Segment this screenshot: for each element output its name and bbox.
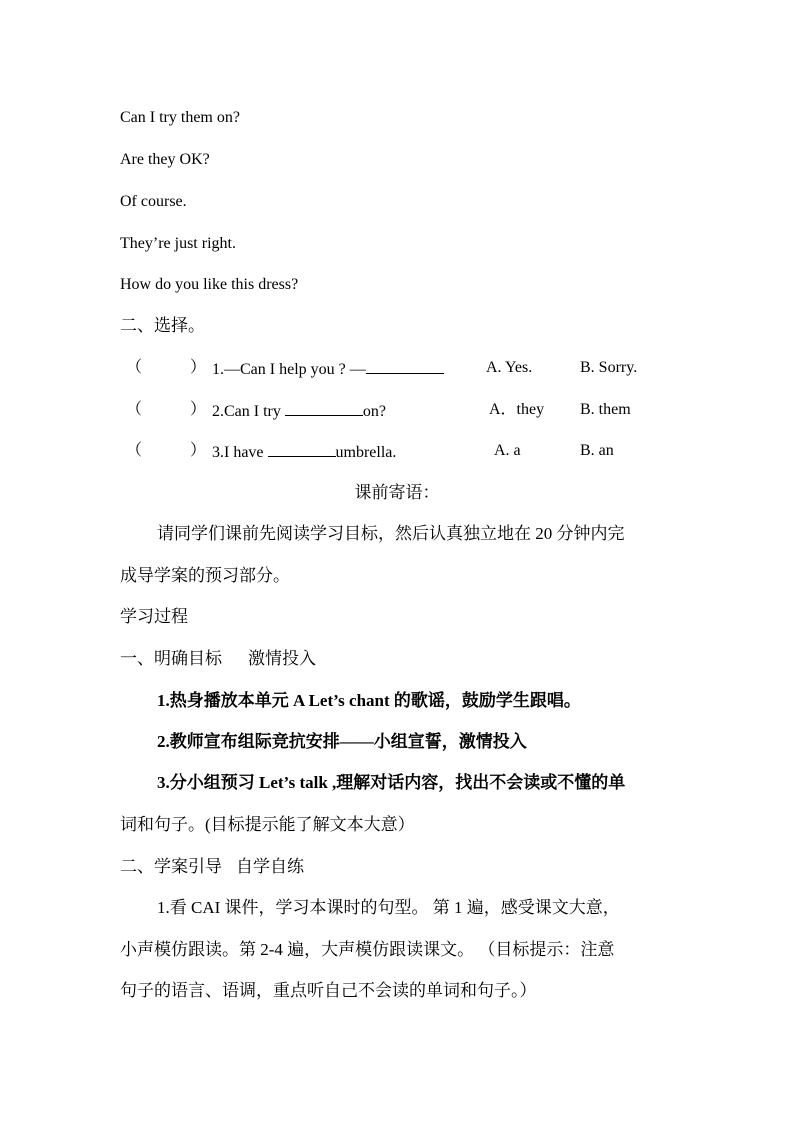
question-prefix: 3.I have <box>212 444 268 461</box>
question-text <box>212 441 396 463</box>
pre-class-note-title: 课前寄语： <box>354 483 440 502</box>
step2-heading <box>120 857 304 877</box>
step2-heading-main: 二、学案引导 <box>120 857 222 876</box>
answer-paren-close: ） <box>190 401 207 418</box>
section-select-title: 二、选择。 <box>120 316 205 335</box>
phrase-line: Can I try them on? <box>120 109 240 126</box>
option-b: B. an <box>580 442 614 459</box>
step2-item: 句子的语言、语调，重点听自己不会读的单词和句子。） <box>120 981 537 1000</box>
question-suffix: on? <box>362 403 386 420</box>
answer-paren-close: ） <box>190 442 207 459</box>
phrase-line: Are they OK? <box>120 151 210 168</box>
option-b: B. Sorry. <box>580 359 638 376</box>
option-a: A. Yes. <box>486 359 533 376</box>
question-text <box>212 400 386 422</box>
question-prefix: 2.Can I try <box>212 403 285 420</box>
phrase-line: How do you like this dress? <box>120 276 299 293</box>
step1-item: 1.热身播放本单元 A Let’s chant 的歌谣，鼓励学生跟唱。 <box>157 691 581 710</box>
phrase-line: Of course. <box>120 193 187 210</box>
answer-blank <box>285 400 363 416</box>
step1-item: 3.分小组预习 Let’s talk ,理解对话内容，找出不会读或不懂的单 <box>157 773 626 792</box>
pre-class-note-line: 成导学案的预习部分。 <box>120 566 290 585</box>
process-title: 学习过程 <box>120 607 188 626</box>
answer-blank <box>268 441 336 457</box>
step1-heading <box>120 649 316 669</box>
question-prefix: 1.—Can I help you ? — <box>212 361 366 378</box>
option-a: A．they <box>489 401 545 418</box>
answer-paren-open: （ <box>126 401 143 418</box>
question-suffix: umbrella. <box>335 444 397 461</box>
option-a: A. a <box>494 442 521 459</box>
pre-class-note-line: 请同学们课前先阅读学习目标，然后认真独立地在 20 分钟内完 <box>157 524 625 543</box>
question-text <box>212 358 444 380</box>
phrase-line: They’re just right. <box>120 235 236 252</box>
answer-paren-open: （ <box>126 359 143 376</box>
step1-item: 2.教师宣布组际竞抗安排——小组宣誓，激情投入 <box>157 732 527 751</box>
step2-item: 小声模仿跟读。第 2-4 遍，大声模仿跟读课文。 （目标提示：注意 <box>120 940 615 959</box>
step2-item: 1.看 CAI 课件，学习本课时的句型。 第 1 遍，感受课文大意， <box>157 898 620 917</box>
answer-paren-open: （ <box>126 442 143 459</box>
step1-heading-tail: 激情投入 <box>248 649 316 668</box>
answer-blank <box>366 358 444 374</box>
step2-heading-tail: 自学自练 <box>236 857 304 876</box>
option-b: B. them <box>580 401 631 418</box>
answer-paren-close: ） <box>190 359 207 376</box>
step1-heading-main: 一、明确目标 <box>120 649 222 668</box>
step1-item: 词和句子。(目标提示能了解文本大意） <box>120 815 415 834</box>
